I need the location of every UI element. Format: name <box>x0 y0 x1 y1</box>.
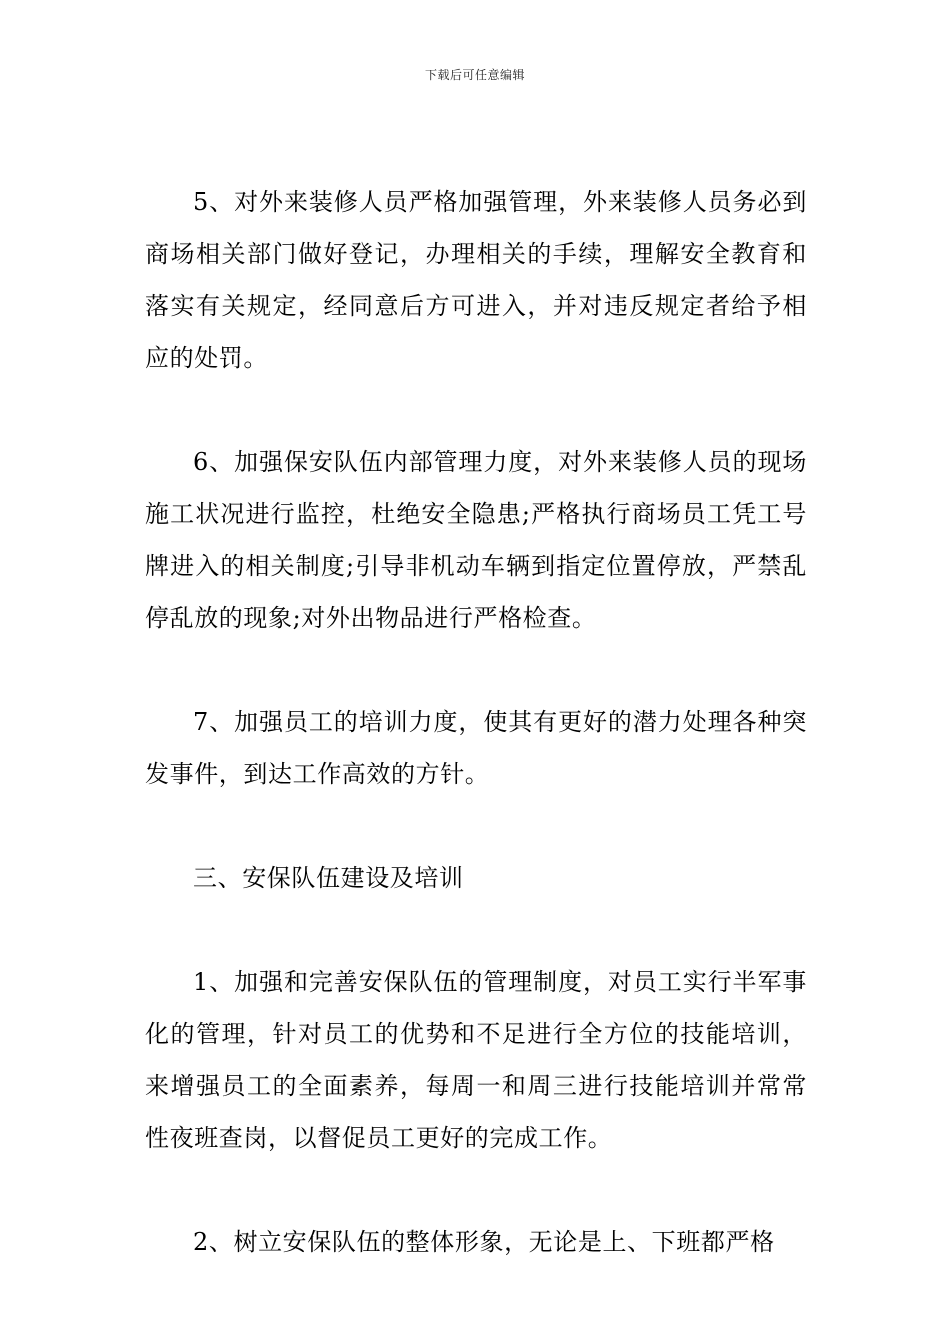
section-heading-3: 三、安保队伍建设及培训 <box>193 864 464 892</box>
paragraph-item-2: 2、树立安保队伍的整体形象，无论是上、下班都严格 <box>193 1228 775 1256</box>
page-header-note: 下载后可任意编辑 <box>424 68 525 82</box>
paragraph-item-5: 5、对外来装修人员严格加强管理，外来装修人员务必到商场相关部门做好登记，办理相关的手续，理解安全教育和落实有关规定，经同意后方可进入，并对违反规定者给予相应的处罚。 <box>145 188 807 372</box>
document-body <box>145 176 807 1268</box>
paragraph-item-7: 7、加强员工的培训力度，使其有更好的潜力处理各种突发事件，到达工作高效的方针。 <box>145 708 807 788</box>
paragraph-item-6: 6、加强保安队伍内部管理力度，对外来装修人员的现场施工状况进行监控，杜绝安全隐患;严格执行商场员工凭工号牌进入的相关制度;引导非机动车辆到指定位置停放，严禁乱停乱放的现象;对外出物品进行严格检查。 <box>145 448 807 632</box>
paragraph-item-1: 1、加强和完善安保队伍的管理制度，对员工实行半军事化的管理，针对员工的优势和不足进行全方位的技能培训，来增强员工的全面素养，每周一和周三进行技能培训并常常性夜班查岗，以督促员工更好的完成工作。 <box>145 968 807 1152</box>
